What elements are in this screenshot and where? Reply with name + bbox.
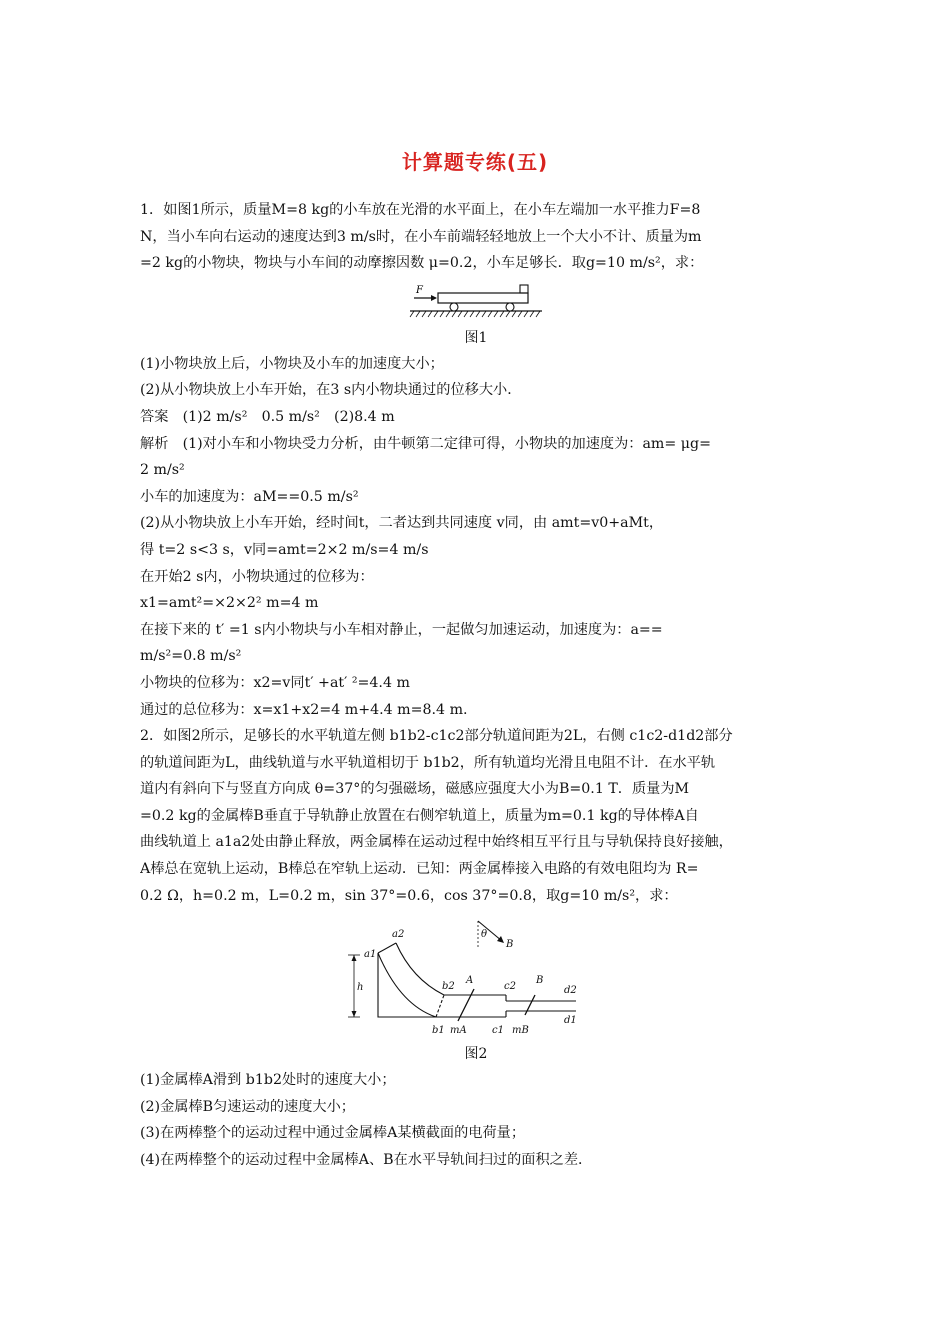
figure-2 [140, 917, 812, 1043]
label-b1: b1 [432, 1025, 445, 1037]
q2-line: =0.2 kg的金属棒B垂直于导轨静止放置在右侧窄轨道上，质量为m=0.1 kg的导体棒A自 [140, 807, 699, 824]
rod-a [458, 989, 474, 1021]
rod-b [525, 995, 535, 1015]
label-rod-b: B [536, 975, 544, 987]
q2-line: 的轨道间距为L，曲线轨道与水平轨道相切于 b1b2，所有轨道均光滑且电阻不计．在水平轨 [140, 754, 716, 771]
q2-line: 曲线轨道上 a1a2处由静止释放，两金属棒在运动过程中始终相互平行且与导轨保持良好接触， [140, 834, 733, 851]
label-d2: d2 [564, 985, 577, 997]
q2-sub: (3)在两棒整个的运动过程中通过金属棒A某横截面的电荷量； [140, 1125, 526, 1142]
rail-diagram [340, 917, 590, 1039]
label-rod-a: A [466, 975, 474, 987]
q2-line: 道内有斜向下与竖直方向成 θ=37°的匀强磁场，磁感应强度大小为B=0.1 T．质量为M [140, 781, 690, 798]
q1-solution: 解析 (1)对小车和小物块受力分析，由牛顿第二定律可得，小物块的加速度为：am= μg= [140, 435, 711, 452]
block [520, 285, 528, 293]
label-mb: mB [512, 1025, 529, 1037]
q1-solution: 小物块的位移为：x2=v同t′ +at′ ²=4.4 m [140, 674, 410, 691]
cart-body [438, 293, 528, 303]
label-b-field: B [506, 939, 514, 951]
q1-solution: 在接下来的 t′ =1 s内小物块与小车相对静止，一起做匀加速运动，加速度为：a== [140, 621, 663, 638]
q1-solution: m/s²=0.8 m/s² [140, 648, 242, 665]
q1-sub: (2)从小物块放上小车开始，在3 s内小物块通过的位移大小． [140, 382, 522, 399]
q1-solution: (2)从小物块放上小车开始，经时间t，二者达到共同速度 v同，由 amt=v0+aMt， [140, 515, 664, 532]
q1-solution: 通过的总位移为：x=x1+x2=4 m+4.4 m=8.4 m. [140, 701, 468, 718]
q2-sub: (1)金属棒A滑到 b1b2处时的速度大小； [140, 1072, 396, 1089]
force-label: F [416, 284, 423, 296]
q1-line: N，当小车向右运动的速度达到3 m/s时，在小车前端轻轻地放上一个大小不计、质量为m [140, 228, 702, 245]
q2-line: A棒总在宽轨上运动，B棒总在窄轨上运动．已知：两金属棒接入电路的有效电阻均为 R= [140, 861, 699, 878]
q1-line: 1．如图1所示，质量M=8 kg的小车放在光滑的水平面上，在小车左端加一水平推力F=8 [140, 202, 701, 218]
q1-solution: 小车的加速度为：aM==0.5 m/s² [140, 488, 359, 505]
page-title: 计算题专练(五) [401, 150, 549, 174]
q2-line: 0.2 Ω，h=0.2 m，L=0.2 m，sin 37°=0.6，cos 37°=0.8，取g=10 m/s²，求： [140, 887, 678, 904]
document-body [140, 197, 812, 1174]
wheel-right [506, 303, 514, 311]
q1-solution: 2 m/s² [140, 462, 185, 479]
q1-answer: 答案 (1)2 m/s² 0.5 m/s² (2)8.4 m [140, 408, 395, 425]
label-h: h [357, 982, 364, 994]
figure-2-caption: 图2 [464, 1046, 488, 1063]
label-c1: c1 [492, 1025, 504, 1037]
figure-1-caption: 图1 [464, 329, 488, 346]
label-b2: b2 [442, 981, 455, 993]
cart-diagram [406, 281, 546, 321]
q2-sub: (2)金属棒B匀速运动的速度大小； [140, 1098, 355, 1115]
q1-solution: 在开始2 s内，小物块通过的位移为： [140, 568, 374, 585]
q1-solution: x1=amt²=×2×2² m=4 m [140, 595, 319, 612]
q1-sub: (1)小物块放上后，小物块及小车的加速度大小； [140, 355, 444, 372]
figure-1 [140, 281, 812, 333]
q1-line: =2 kg的小物块，物块与小车间的动摩擦因数 μ=0.2，小车足够长．取g=10 m/s²，求： [140, 255, 704, 272]
q2-sub: (4)在两棒整个的运动过程中金属棒A、B在水平导轨间扫过的面积之差． [140, 1152, 593, 1169]
label-theta: θ [481, 929, 488, 941]
q2-line: 2．如图2所示，足够长的水平轨道左侧 b1b2-c1c2部分轨道间距为2L，右侧 c1c2-d1d2部分 [140, 728, 733, 745]
q1-solution: 得 t=2 s<3 s，v同=amt=2×2 m/s=4 m/s [140, 541, 429, 558]
wheel-left [450, 303, 458, 311]
label-d1: d1 [564, 1015, 577, 1027]
label-a1: a1 [364, 949, 377, 961]
label-a2: a2 [392, 929, 405, 941]
label-ma: mA [450, 1025, 467, 1037]
label-c2: c2 [504, 981, 516, 993]
